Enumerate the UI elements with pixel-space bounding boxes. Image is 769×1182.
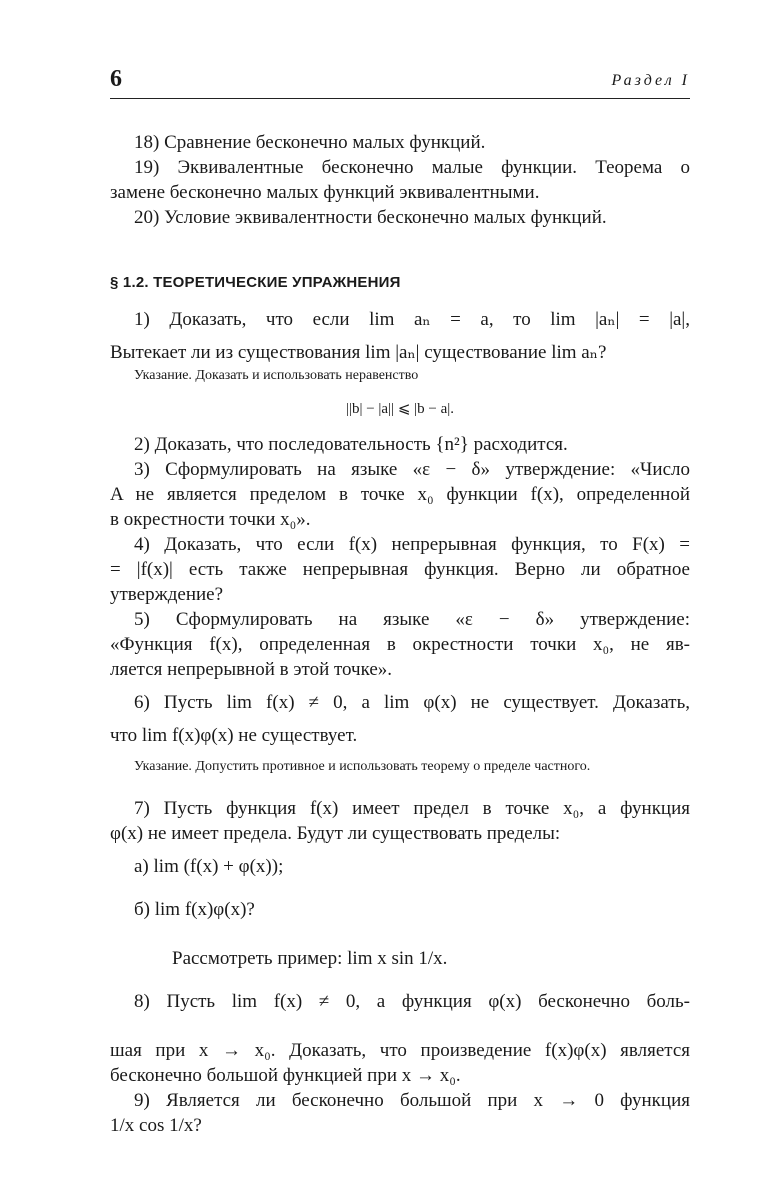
text-line: 2) Доказать, что последовательность {n²} расходится.: [134, 434, 568, 455]
page-number: 6: [110, 66, 122, 92]
text-line: б) lim f(x)φ(x)?: [134, 899, 255, 920]
hint-line: [110, 756, 690, 778]
formula: ||b| − |a|| ⩽ |b − a|.: [345, 401, 455, 417]
text-line: утверждение?: [110, 584, 224, 605]
text-line: 19) Эквивалентные бесконечно малые функции. Теорема о: [134, 157, 690, 178]
text-line: замене бесконечно малых функций эквивалентными.: [110, 182, 540, 203]
hint-line: [110, 365, 690, 387]
page-body: [110, 130, 690, 1138]
text-line: 8) Пусть lim f(x) ≠ 0, а функция φ(x) бесконечно боль-: [134, 991, 690, 1012]
text-line: ляется непрерывной в этой точке».: [110, 659, 393, 680]
text-line: = |f(x)| есть также непрерывная функция. Верно ли обратное: [110, 559, 690, 580]
hint-text: Указание. Допустить противное и использовать теорему о пределе частного.: [134, 759, 591, 774]
text-line: 1/x cos 1/x?: [110, 1115, 202, 1136]
text-line: Вытекает ли из существования lim |aₙ| существование lim aₙ?: [110, 342, 607, 363]
text-line: 4) Доказать, что если f(x) непрерывная функция, то F(x) =: [134, 534, 690, 555]
hint-text: Указание. Доказать и использовать неравенство: [134, 368, 419, 383]
text-line: «Функция f(x), определенная в окрестности точки x₀, не яв-: [110, 634, 690, 655]
text-line: 18) Сравнение бесконечно малых функций.: [134, 132, 486, 153]
text-line: шая при x → x₀. Доказать, что произведение f(x)φ(x) является: [110, 1040, 690, 1061]
page-header: [110, 64, 690, 96]
text-line: φ(x) не имеет предела. Будут ли существовать пределы:: [110, 823, 561, 844]
text-line: в окрестности точки x₀».: [110, 509, 311, 530]
text-line: что lim f(x)φ(x) не существует.: [110, 725, 358, 746]
text-line: 9) Является ли бесконечно большой при x → 0 функция: [134, 1090, 690, 1111]
text-line: 20) Условие эквивалентности бесконечно малых функций.: [134, 207, 607, 228]
text-line: 6) Пусть lim f(x) ≠ 0, а lim φ(x) не существует. Доказать,: [134, 692, 690, 713]
text-line: A не является пределом в точке x₀ функции f(x), определенной: [110, 484, 690, 505]
text-line: а) lim (f(x) + φ(x));: [134, 856, 284, 877]
text-line: 1) Доказать, что если lim aₙ = a, то lim |aₙ| = |a|,: [134, 309, 690, 330]
text-line: 5) Сформулировать на языке «ε − δ» утверждение:: [134, 609, 690, 630]
running-section-title: Раздел I: [611, 72, 690, 89]
text-line: бесконечно большой функцией при x → x₀.: [110, 1065, 461, 1086]
text-line: 3) Сформулировать на языке «ε − δ» утверждение: «Число: [134, 459, 690, 480]
text-line: 7) Пусть функция f(x) имеет предел в точке x₀, а функция: [134, 798, 690, 819]
section-heading: § 1.2. ТЕОРЕТИЧЕСКИЕ УПРАЖНЕНИЯ: [110, 274, 401, 291]
text-line: Рассмотреть пример: lim x sin 1/x.: [172, 948, 448, 969]
header-rule: [110, 98, 690, 99]
